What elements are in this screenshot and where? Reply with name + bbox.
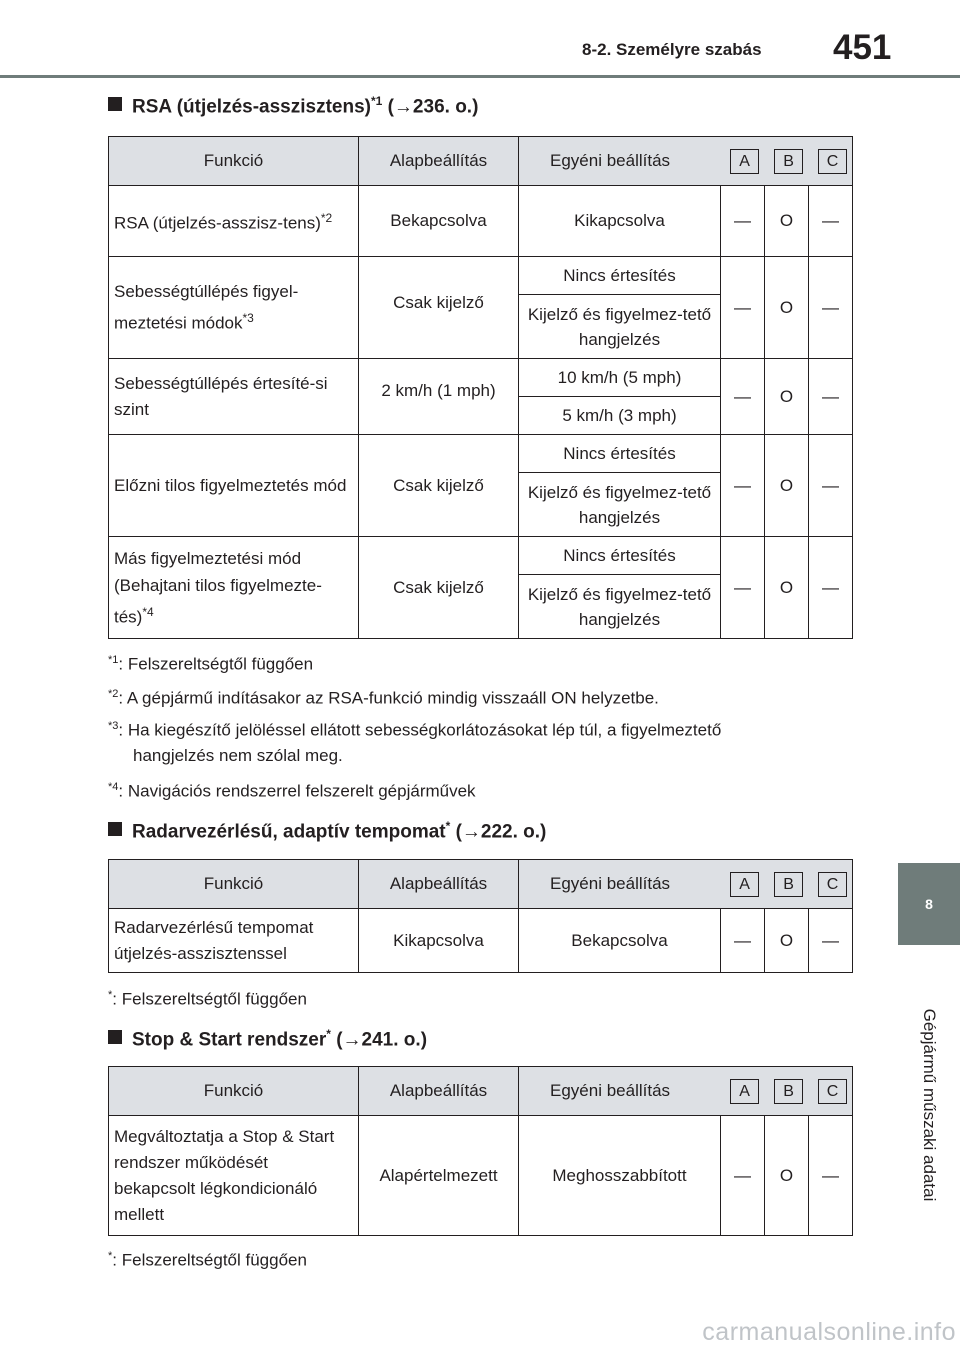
section-title-sup: * bbox=[445, 819, 451, 833]
custom-cell: Bekapcsolva bbox=[519, 909, 721, 973]
column-b-box: B bbox=[774, 1079, 803, 1104]
column-header-default: Alapbeállítás bbox=[359, 1067, 519, 1116]
section-title-sup: *1 bbox=[370, 94, 383, 108]
c-cell: — bbox=[809, 1116, 853, 1236]
c-cell: — bbox=[809, 359, 853, 435]
table-row bbox=[109, 359, 853, 397]
a-cell: — bbox=[721, 257, 765, 359]
column-header-custom bbox=[519, 137, 853, 186]
section-heading-rsa bbox=[108, 94, 478, 118]
table-row bbox=[109, 537, 853, 575]
b-cell: O bbox=[765, 257, 809, 359]
square-bullet-icon bbox=[108, 822, 122, 836]
column-header-custom bbox=[519, 860, 853, 909]
section-heading-stop-start bbox=[108, 1027, 427, 1051]
chapter-title: Gépjármű műszaki adatai bbox=[920, 1008, 939, 1202]
b-cell: O bbox=[765, 537, 809, 639]
custom-option: Nincs értesítés bbox=[519, 257, 721, 295]
settings-table-acc bbox=[108, 859, 853, 973]
default-cell: Bekapcsolva bbox=[359, 186, 519, 257]
column-b-box: B bbox=[774, 872, 803, 897]
page-number: 451 bbox=[833, 28, 892, 67]
b-cell: O bbox=[765, 909, 809, 973]
default-cell: Csak kijelző bbox=[359, 257, 519, 359]
page-reference: (→222. o.) bbox=[455, 821, 547, 843]
b-cell: O bbox=[765, 359, 809, 435]
footnote: *: Felszereltségtől függően bbox=[108, 989, 307, 1009]
footnote: $^{*2}$: A gépjármű indításakor az RSA-funkció mindig visszaáll ON helyzetbe. bbox=[108, 688, 659, 708]
column-a-box: A bbox=[730, 1079, 759, 1104]
section-title: Stop & Start rendszer bbox=[132, 1029, 327, 1051]
b-cell: O bbox=[765, 186, 809, 257]
column-b-box: B bbox=[774, 149, 803, 174]
column-header-default: Alapbeállítás bbox=[359, 860, 519, 909]
table-row bbox=[109, 909, 853, 973]
c-cell: — bbox=[809, 435, 853, 537]
table-row bbox=[109, 186, 853, 257]
custom-option: Kijelző és figyelmez-tető hangjelzés bbox=[519, 473, 721, 537]
page-reference: (→236. o.) bbox=[387, 96, 479, 118]
column-c-box: C bbox=[818, 872, 847, 897]
square-bullet-icon bbox=[108, 1030, 122, 1044]
section-title: RSA (útjelzés-asszisztens) bbox=[132, 96, 371, 118]
column-c-box: C bbox=[818, 149, 847, 174]
section-heading-acc bbox=[108, 819, 546, 843]
c-cell: — bbox=[809, 186, 853, 257]
column-header-custom bbox=[519, 1067, 853, 1116]
column-a-box: A bbox=[730, 872, 759, 897]
watermark-logo: carmanualsonline.info bbox=[702, 1318, 956, 1346]
column-header-function: Funkció bbox=[109, 1067, 359, 1116]
function-cell: Sebességtúllépés értesíté-si szint bbox=[109, 359, 359, 435]
custom-option: 5 km/h (3 mph) bbox=[519, 397, 721, 435]
a-cell: — bbox=[721, 1116, 765, 1236]
custom-label: Egyéni beállítás bbox=[550, 874, 671, 893]
table-row bbox=[109, 257, 853, 295]
default-cell: Csak kijelző bbox=[359, 537, 519, 639]
custom-option: Nincs értesítés bbox=[519, 537, 721, 575]
column-header-function: Funkció bbox=[109, 137, 359, 186]
chapter-number: 8 bbox=[925, 896, 933, 912]
function-cell: Előzni tilos figyelmeztetés mód bbox=[109, 435, 359, 537]
default-cell: 2 km/h (1 mph) bbox=[359, 359, 519, 435]
custom-cell: Kikapcsolva bbox=[519, 186, 721, 257]
settings-table-rsa bbox=[108, 136, 853, 639]
chapter-tab bbox=[898, 863, 960, 945]
footnote: $^{*1}$: Felszereltségtől függően bbox=[108, 654, 314, 674]
b-cell: O bbox=[765, 435, 809, 537]
section-title: Radarvezérlésű, adaptív tempomat bbox=[132, 821, 446, 843]
custom-label: Egyéni beállítás bbox=[550, 1081, 671, 1100]
a-cell: — bbox=[721, 435, 765, 537]
section-title-sup: * bbox=[326, 1027, 331, 1041]
default-cell: Kikapcsolva bbox=[359, 909, 519, 973]
default-cell: Alapértelmezett bbox=[359, 1116, 519, 1236]
custom-option: Nincs értesítés bbox=[519, 435, 721, 473]
footnote: *: Felszereltségtől függően bbox=[108, 1250, 307, 1270]
chapter-side-label bbox=[898, 945, 960, 1265]
default-cell: Csak kijelző bbox=[359, 435, 519, 537]
square-bullet-icon bbox=[108, 97, 122, 111]
a-cell: — bbox=[721, 909, 765, 973]
a-cell: — bbox=[721, 359, 765, 435]
function-cell: Más figyelmeztetési mód (Behajtani tilos figyelmezte-tés)$^{*4}$ bbox=[109, 537, 359, 639]
settings-table-stop-start bbox=[108, 1066, 853, 1236]
a-cell: — bbox=[721, 537, 765, 639]
c-cell: — bbox=[809, 257, 853, 359]
custom-cell: Meghosszabbított bbox=[519, 1116, 721, 1236]
function-cell: Sebességtúllépés figyel-meztetési módok$^{*3}$ bbox=[109, 257, 359, 359]
c-cell: — bbox=[809, 909, 853, 973]
footnote: $^{*4}$: Navigációs rendszerrel felszerelt gépjárművek bbox=[108, 781, 476, 801]
function-cell: Radarvezérlésű tempomat útjelzés-asszisztenssel bbox=[109, 909, 359, 973]
column-header-default: Alapbeállítás bbox=[359, 137, 519, 186]
b-cell: O bbox=[765, 1116, 809, 1236]
function-cell: Megváltoztatja a Stop & Start rendszer működését bekapcsolt légkondicionáló mellett bbox=[109, 1116, 359, 1236]
header-rule bbox=[0, 75, 960, 78]
custom-label: Egyéni beállítás bbox=[550, 151, 671, 170]
page-reference: (→241. o.) bbox=[336, 1029, 428, 1051]
custom-option: 10 km/h (5 mph) bbox=[519, 359, 721, 397]
header-section-title: 8-2. Személyre szabás bbox=[582, 40, 762, 59]
custom-option: Kijelző és figyelmez-tető hangjelzés bbox=[519, 575, 721, 639]
c-cell: — bbox=[809, 537, 853, 639]
table-row bbox=[109, 435, 853, 473]
a-cell: — bbox=[721, 186, 765, 257]
column-a-box: A bbox=[730, 149, 759, 174]
table-row bbox=[109, 1116, 853, 1236]
footnote: $^{*3}$: Ha kiegészítő jelöléssel ellátott sebességkorlátozásokat lép túl, a figyelmeztető hangjelzés nem szólal meg. bbox=[108, 720, 722, 765]
column-c-box: C bbox=[818, 1079, 847, 1104]
column-header-function: Funkció bbox=[109, 860, 359, 909]
custom-option: Kijelző és figyelmez-tető hangjelzés bbox=[519, 295, 721, 359]
function-cell: RSA (útjelzés-asszisz-tens)$^{*2}$ bbox=[109, 186, 359, 257]
